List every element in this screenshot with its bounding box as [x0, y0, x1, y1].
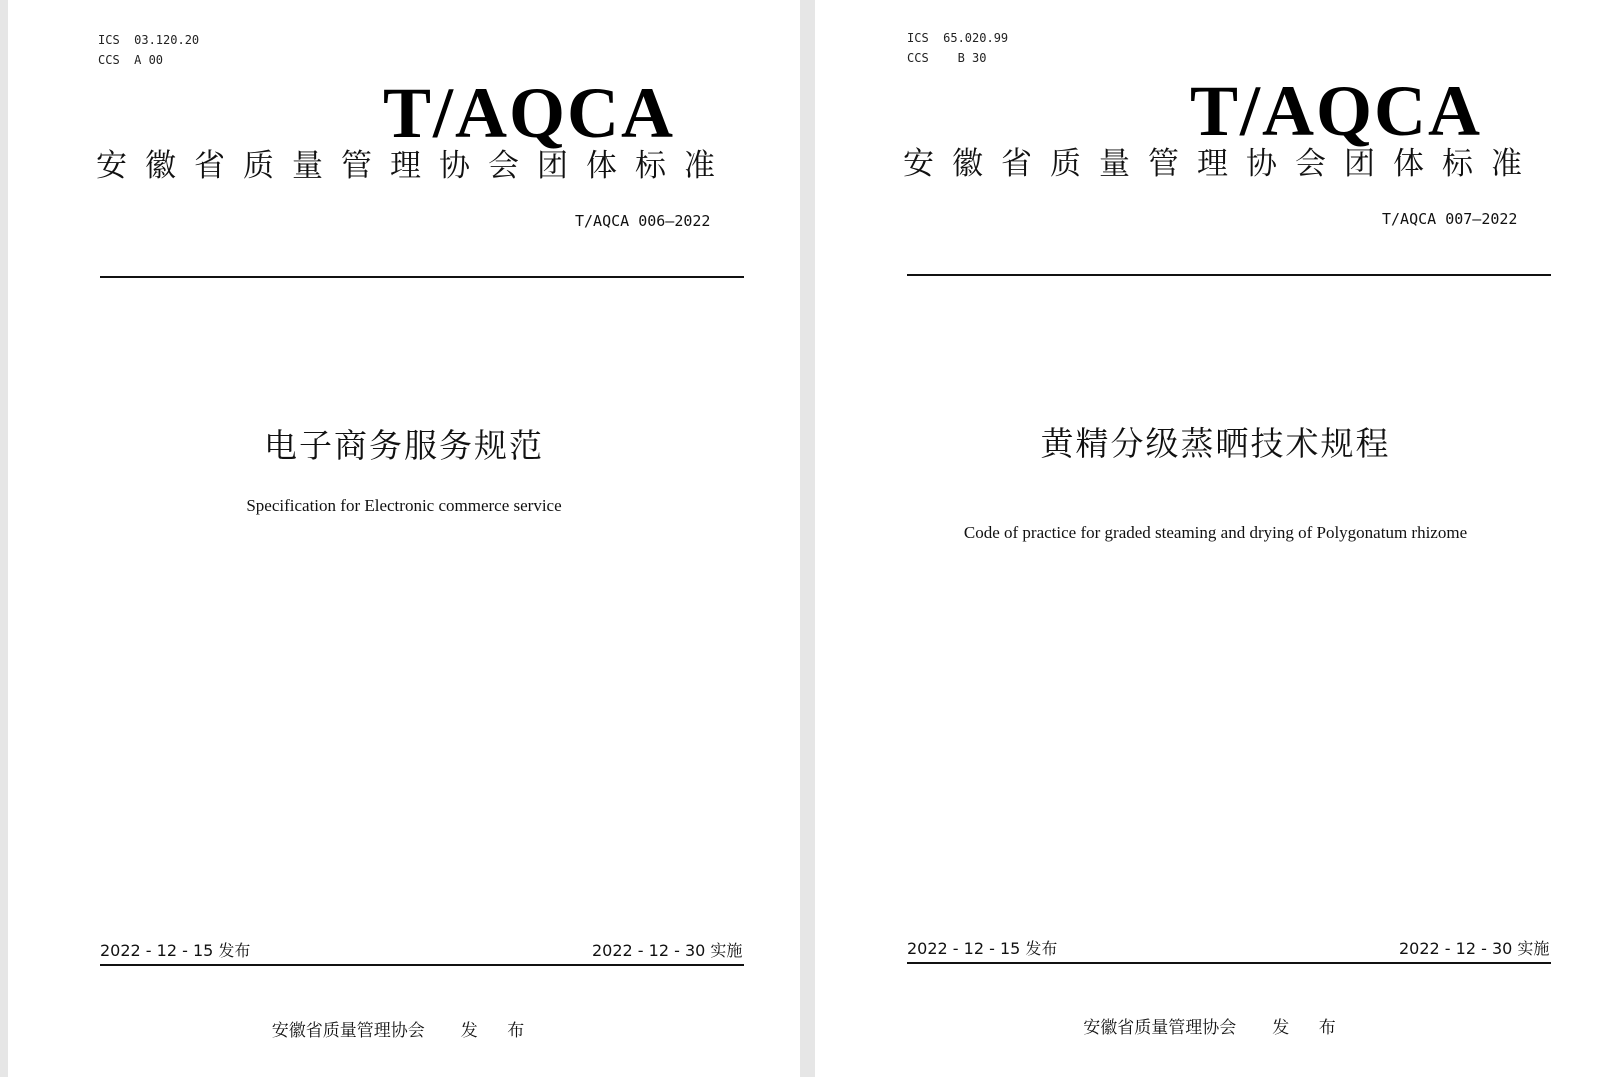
footer-rule	[907, 962, 1551, 964]
standard-number: T/AQCA 006—2022	[575, 212, 711, 230]
publisher-line	[815, 1016, 1616, 1040]
organization-title: 安徽省质量管理协会团体标准	[96, 148, 733, 184]
footer-rule	[100, 964, 744, 966]
document-title-en: Specification for Electronic commerce service	[246, 496, 562, 515]
document-title-cn: 黄精分级蒸晒技术规程	[1040, 424, 1391, 463]
organization-title: 安徽省质量管理协会团体标准	[903, 146, 1540, 182]
document-title-cn: 电子商务服务规范	[264, 426, 544, 465]
document-page-left	[8, 0, 800, 1077]
effective-date: 2022 - 12 - 30 实施	[592, 941, 743, 960]
ccs-code: CCS B 30	[907, 51, 987, 65]
ccs-code: CCS A 00	[98, 53, 164, 67]
effective-date: 2022 - 12 - 30 实施	[1399, 939, 1550, 958]
publisher-name: 安徽省质量管理协会	[1083, 1018, 1237, 1038]
brand-logo-text: T/AQCA	[1190, 71, 1483, 151]
publisher-line	[8, 1019, 800, 1043]
publish-date: 2022 - 12 - 15 发布	[100, 941, 251, 960]
issue-label: 发 布	[460, 1021, 537, 1041]
issue-label: 发 布	[1272, 1018, 1348, 1038]
standard-number: T/AQCA 007—2022	[1382, 210, 1518, 228]
document-page-right	[815, 0, 1616, 1077]
document-title-en: Code of practice for graded steaming and drying of Polygonatum rhizome	[963, 523, 1468, 542]
ics-code: ICS 03.120.20	[98, 33, 200, 47]
ics-code: ICS 65.020.99	[907, 31, 1009, 45]
publisher-name: 安徽省质量管理协会	[271, 1021, 425, 1041]
brand-logo-text: T/AQCA	[383, 73, 676, 153]
header-rule	[100, 276, 744, 278]
header-rule	[907, 274, 1551, 276]
publish-date: 2022 - 12 - 15 发布	[907, 939, 1058, 958]
